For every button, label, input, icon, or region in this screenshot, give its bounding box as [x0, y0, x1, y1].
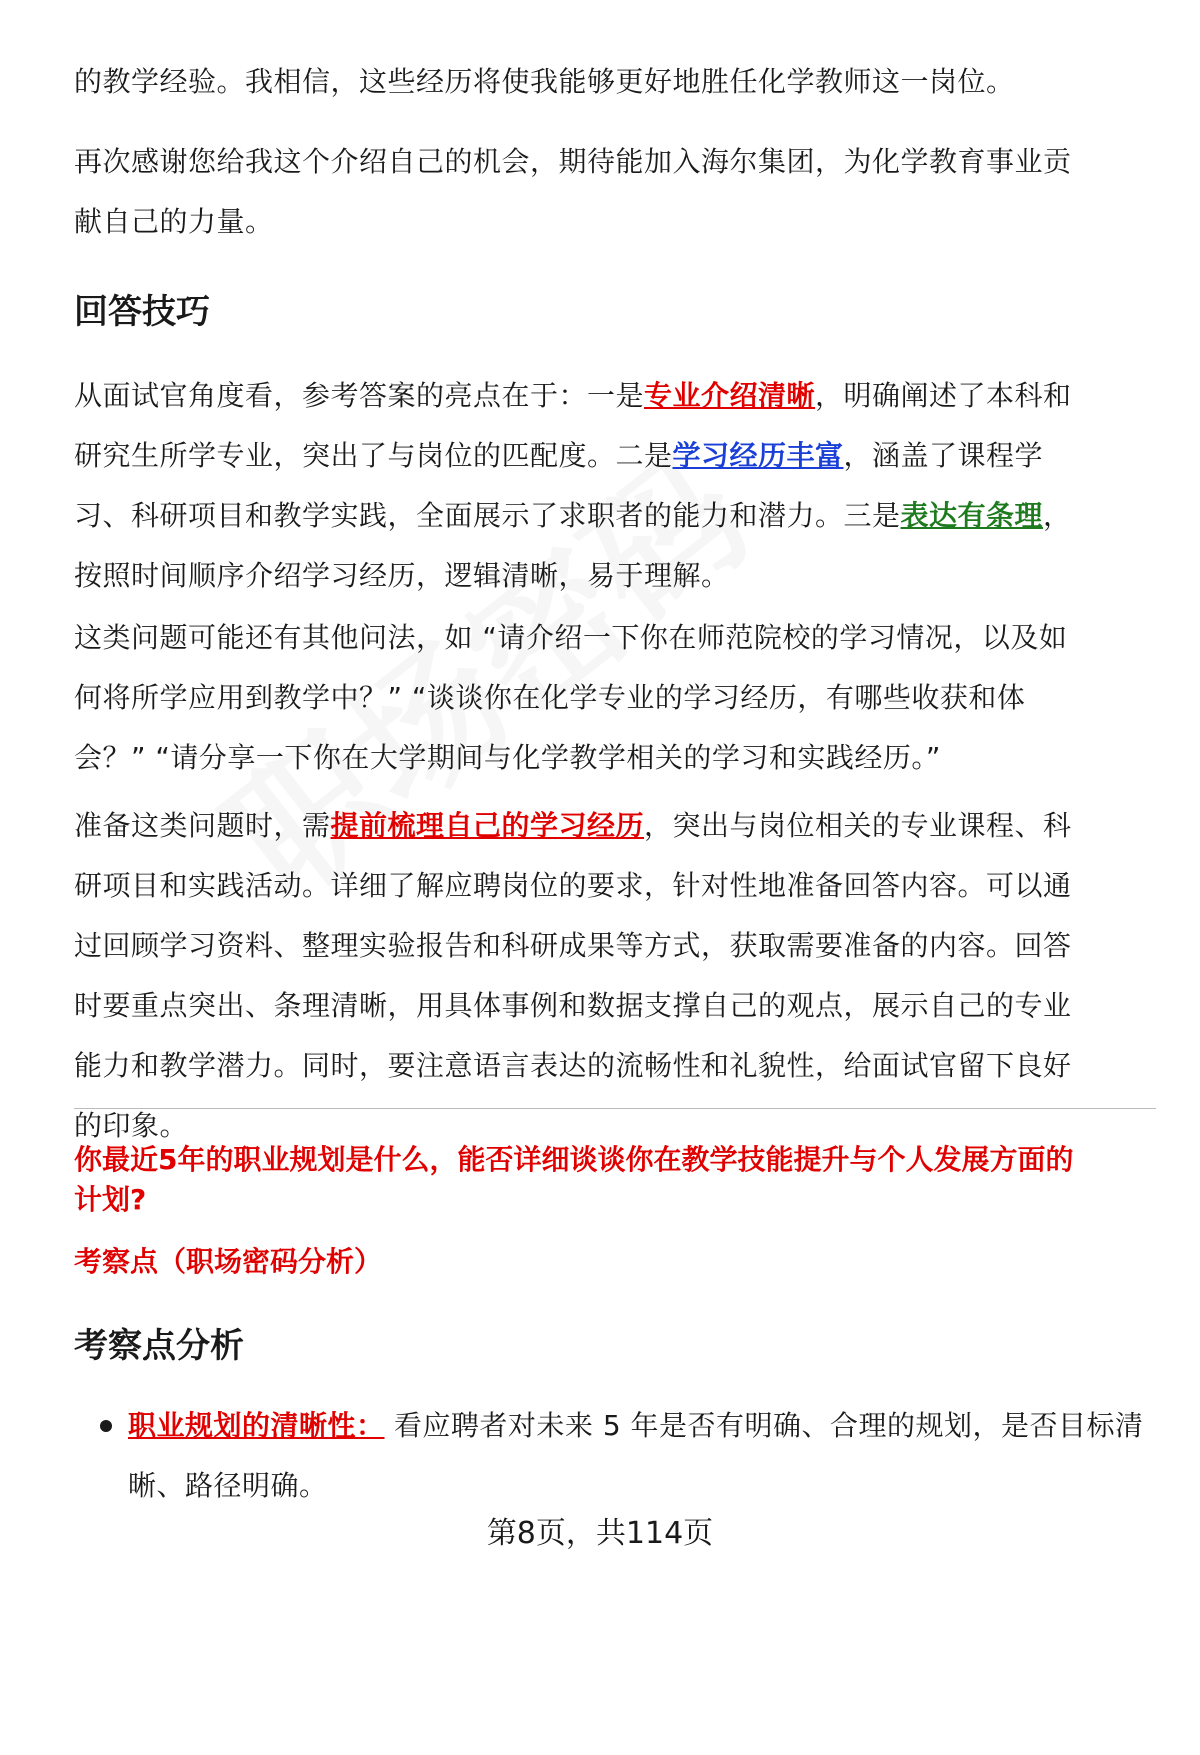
tips-text: ，明确阐述了本科和研究生所学专业，突出了与岗位的匹配度。二是 — [74, 379, 1072, 472]
analysis-heading: 考察点分析 — [74, 1326, 244, 1366]
analysis-item-label: 职业规划的清晰性： — [128, 1409, 385, 1442]
tips-heading: 回答技巧 — [74, 292, 210, 332]
list-item — [74, 1396, 1154, 1516]
highlight-experience: 学习经历丰富 — [672, 439, 844, 472]
page-number: 第8页，共114页 — [486, 1516, 714, 1551]
tips-text: ，涵盖了课程学习、科研项目和教学实践，全面展示了求职者的能力和潜力。三是 — [74, 439, 1044, 532]
question-title: 你最近5年的职业规划是什么，能否详细谈谈你在教学技能提升与个人发展方面的计划? — [74, 1143, 1074, 1216]
tips-text: ，按照时间顺序介绍学习经历，逻辑清晰，易于理解。 — [74, 499, 1072, 592]
kcd-label: 考察点（职场密码分析） — [74, 1245, 383, 1278]
highlight-organized: 表达有条理 — [900, 499, 1044, 532]
intro-end-line: 的教学经验。我相信，这些经历将使我能够更好地胜任化学教师这一岗位。 — [74, 65, 1015, 98]
tips-paragraph-3 — [74, 796, 1074, 1156]
highlight-review: 提前梳理自己的学习经历 — [330, 809, 645, 842]
thanks-paragraph: 再次感谢您给我这个介绍自己的机会，期待能加入海尔集团，为化学教育事业贡献自己的力量。 — [74, 145, 1072, 238]
divider — [74, 1108, 1156, 1109]
tips-paragraph-2: 这类问题可能还有其他问法，如 “请介绍一下你在师范院校的学习情况，以及如何将所学应用到教学中？” “谈谈你在化学专业的学习经历，有哪些收获和体会？” “请分享一下你在大学期间与化学教学相关的学习和实践经历。” — [74, 621, 1068, 774]
tips-text: 准备这类问题时，需 — [74, 809, 331, 842]
highlight-professional: 专业介绍清晰 — [644, 379, 816, 412]
tips-text: 从面试官角度看，参考答案的亮点在于：一是 — [74, 379, 645, 412]
tips-text: ，突出与岗位相关的专业课程、科研项目和实践活动。详细了解应聘岗位的要求，针对性地准备回答内容。可以通过回顾学习资料、整理实验报告和科研成果等方式，获取需要准备的内容。回答时要重点突出、条理清晰，用具体事例和数据支撑自己的观点，展示自己的专业能力和教学潜力。同时，要注意语言表达的流畅性和礼貌性，给面试官留下良好的印象。 — [74, 809, 1072, 1142]
bullet-icon — [100, 1420, 112, 1432]
tips-paragraph-1 — [74, 366, 1074, 606]
analysis-item-text: 看应聘者对未来 5 年是否有明确、合理的规划，是否目标清晰、路径明确。 — [128, 1409, 1144, 1502]
